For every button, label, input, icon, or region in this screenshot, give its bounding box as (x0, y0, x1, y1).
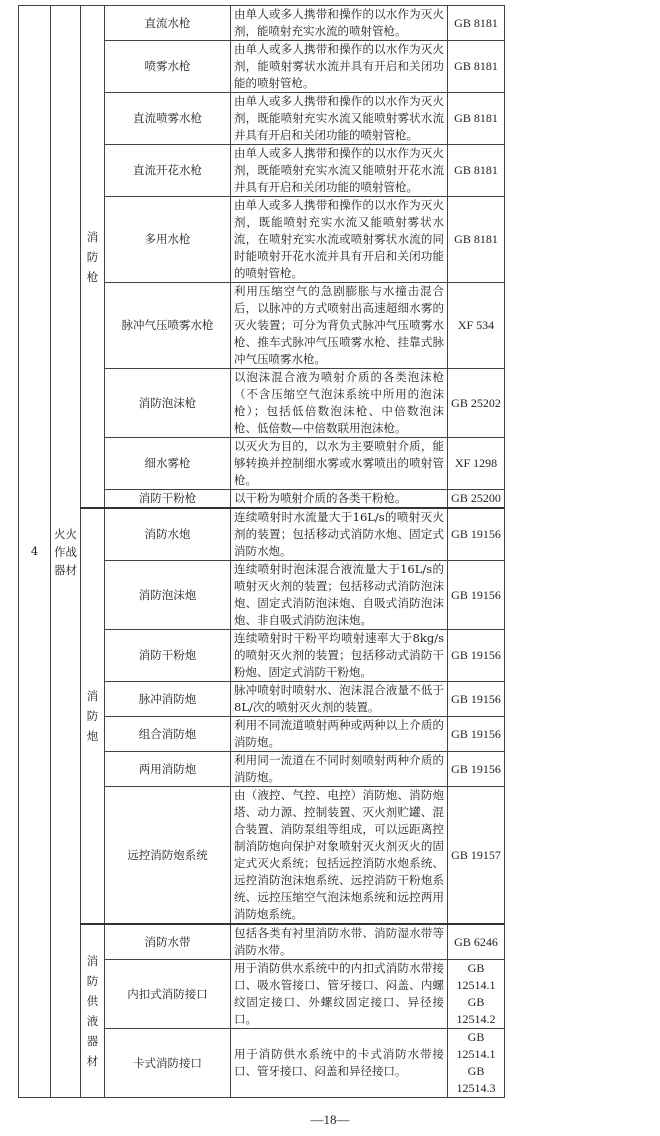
product-description: 连续喷射时干粉平均喷射速率大于8kg/s的喷射灭火剂的装置；包括移动式消防干粉炮、固定式消防干粉炮。 (231, 630, 448, 682)
standard-code: GB 25202 (448, 369, 505, 438)
standard-code: GB 8181 (448, 6, 505, 41)
table-row (19, 6, 505, 41)
subcategory-cell (81, 6, 105, 509)
product-description: 由单人或多人携带和操作的以水作为灭火剂，既能喷射充实水流又能喷射雾状水流，在喷射充实水流或喷射雾状水流的同时能喷射开花水流并具有开启和关闭功能的喷射管枪。 (231, 197, 448, 283)
product-description: 由单人或多人携带和操作的以水作为灭火剂，既能喷射充实水流又能喷射开花水流并具有开启和关闭功能的喷射管枪。 (231, 145, 448, 197)
product-description: 连续喷射时泡沫混合液流量大于16L/s的喷射灭火剂的装置；包括移动式消防泡沫炮、固定式消防泡沫炮、自吸式消防泡沫炮、非自吸式消防泡沫炮。 (231, 561, 448, 630)
product-name: 多用水枪 (105, 197, 231, 283)
product-name: 消防泡沫炮 (105, 561, 231, 630)
product-description: 以泡沫混合液为喷射介质的各类泡沫枪（不含压缩空气泡沫系统中所用的泡沫枪）；包括低倍数泡沫枪、中倍数泡沫枪、低倍数—中倍数联用泡沫枪。 (231, 369, 448, 438)
product-name: 两用消防炮 (105, 752, 231, 787)
standard-code: GB 12514.1 GB 12514.3 (448, 1029, 505, 1098)
standard-code: GB 19156 (448, 682, 505, 717)
fire-equipment-table (18, 5, 505, 1098)
product-description: 用于消防供水系统中的内扣式消防水带接口、吸水管接口、管牙接口、闷盖、内螺纹固定接口、外螺纹固定接口、异径接口。 (231, 960, 448, 1029)
standard-code: GB 19156 (448, 561, 505, 630)
product-description: 由（液控、气控、电控）消防炮、消防炮塔、动力源、控制装置、灭火剂贮罐、混合装置、消防泵组等组成，可以远距离控制消防炮向保护对象喷射灭火剂灭火的固定式灭火系统；包括远控消防水炮系统、远控消防泡沫炮系统、远控消防干粉炮系统、远控压缩空气泡沫炮系统和远控两用消防炮系统。 (231, 787, 448, 925)
item-number: 4 (19, 6, 51, 1098)
product-description: 利用同一流道在不同时刻喷射两种介质的消防炮。 (231, 752, 448, 787)
product-name: 消防干粉炮 (105, 630, 231, 682)
subcategory-cell (81, 508, 105, 924)
product-name: 消防干粉枪 (105, 490, 231, 509)
subcategory-cell (81, 924, 105, 1098)
standard-code: GB 19156 (448, 752, 505, 787)
product-description: 以干粉为喷射介质的各类干粉枪。 (231, 490, 448, 509)
product-description: 以灭火为目的，以水为主要喷射介质，能够转换并控制细水雾或水雾喷出的喷射管枪。 (231, 438, 448, 490)
standard-code: GB 19156 (448, 717, 505, 752)
product-description: 由单人或多人携带和操作的以水作为灭火剂，既能喷射充实水流又能喷射雾状水流并具有开启和关闭功能的喷射管枪。 (231, 93, 448, 145)
product-name: 内扣式消防接口 (105, 960, 231, 1029)
product-description: 利用不同流道喷射两种或两种以上介质的消防炮。 (231, 717, 448, 752)
standard-code: GB 19156 (448, 630, 505, 682)
product-name: 组合消防炮 (105, 717, 231, 752)
subcategory-label: 消防炮 (86, 689, 99, 743)
standard-code: GB 8181 (448, 145, 505, 197)
product-name: 直流水枪 (105, 6, 231, 41)
table-row (19, 508, 505, 561)
product-description: 利用压缩空气的急剧膨胀与水撞击混合后，以脉冲的方式喷射出高速超细水雾的灭火装置；可分为背负式脉冲气压喷雾水枪、推车式脉冲气压喷雾水枪、挂靠式脉冲气压喷雾水枪。 (231, 283, 448, 369)
standard-code: GB 25200 (448, 490, 505, 509)
standard-code: GB 19156 (448, 508, 505, 561)
product-description: 脉冲喷射时喷射水、泡沫混合液量不低于8L/次的喷射灭火剂的装置。 (231, 682, 448, 717)
product-description: 包括各类有衬里消防水带、消防湿水带等消防水带。 (231, 924, 448, 960)
category-cell (51, 6, 81, 1098)
standard-code: GB 8181 (448, 41, 505, 93)
category-label: 火火作战器材 (54, 526, 77, 577)
standard-code: GB 8181 (448, 197, 505, 283)
standard-code: XF 534 (448, 283, 505, 369)
page-number: —18— (310, 1112, 350, 1127)
subcategory-label: 消防枪 (86, 229, 99, 284)
product-name: 脉冲消防炮 (105, 682, 231, 717)
product-name: 喷雾水枪 (105, 41, 231, 93)
product-name: 直流喷雾水枪 (105, 93, 231, 145)
standard-code: GB 6246 (448, 924, 505, 960)
product-description: 由单人或多人携带和操作的以水作为灭火剂，能喷射雾状水流并具有开启和关闭功能的喷射管枪。 (231, 41, 448, 93)
subcategory-label: 消防供液器材 (86, 954, 99, 1068)
product-name: 脉冲气压喷雾水枪 (105, 283, 231, 369)
product-description: 由单人或多人携带和操作的以水作为灭火剂，能喷射充实水流的喷射管枪。 (231, 6, 448, 41)
product-description: 用于消防供水系统中的卡式消防水带接口、管牙接口、闷盖和异径接口。 (231, 1029, 448, 1098)
product-name: 细水雾枪 (105, 438, 231, 490)
standard-code: GB 19157 (448, 787, 505, 925)
product-name: 直流开花水枪 (105, 145, 231, 197)
product-name: 远控消防炮系统 (105, 787, 231, 925)
table-row (19, 924, 505, 960)
product-description: 连续喷射时水流量大于16L/s的喷射灭火剂的装置；包括移动式消防水炮、固定式消防水炮。 (231, 508, 448, 561)
product-name: 消防水带 (105, 924, 231, 960)
product-name: 卡式消防接口 (105, 1029, 231, 1098)
product-name: 消防水炮 (105, 508, 231, 561)
standard-code: GB 12514.1 GB 12514.2 (448, 960, 505, 1029)
product-name: 消防泡沫枪 (105, 369, 231, 438)
standard-code: GB 8181 (448, 93, 505, 145)
standard-code: XF 1298 (448, 438, 505, 490)
